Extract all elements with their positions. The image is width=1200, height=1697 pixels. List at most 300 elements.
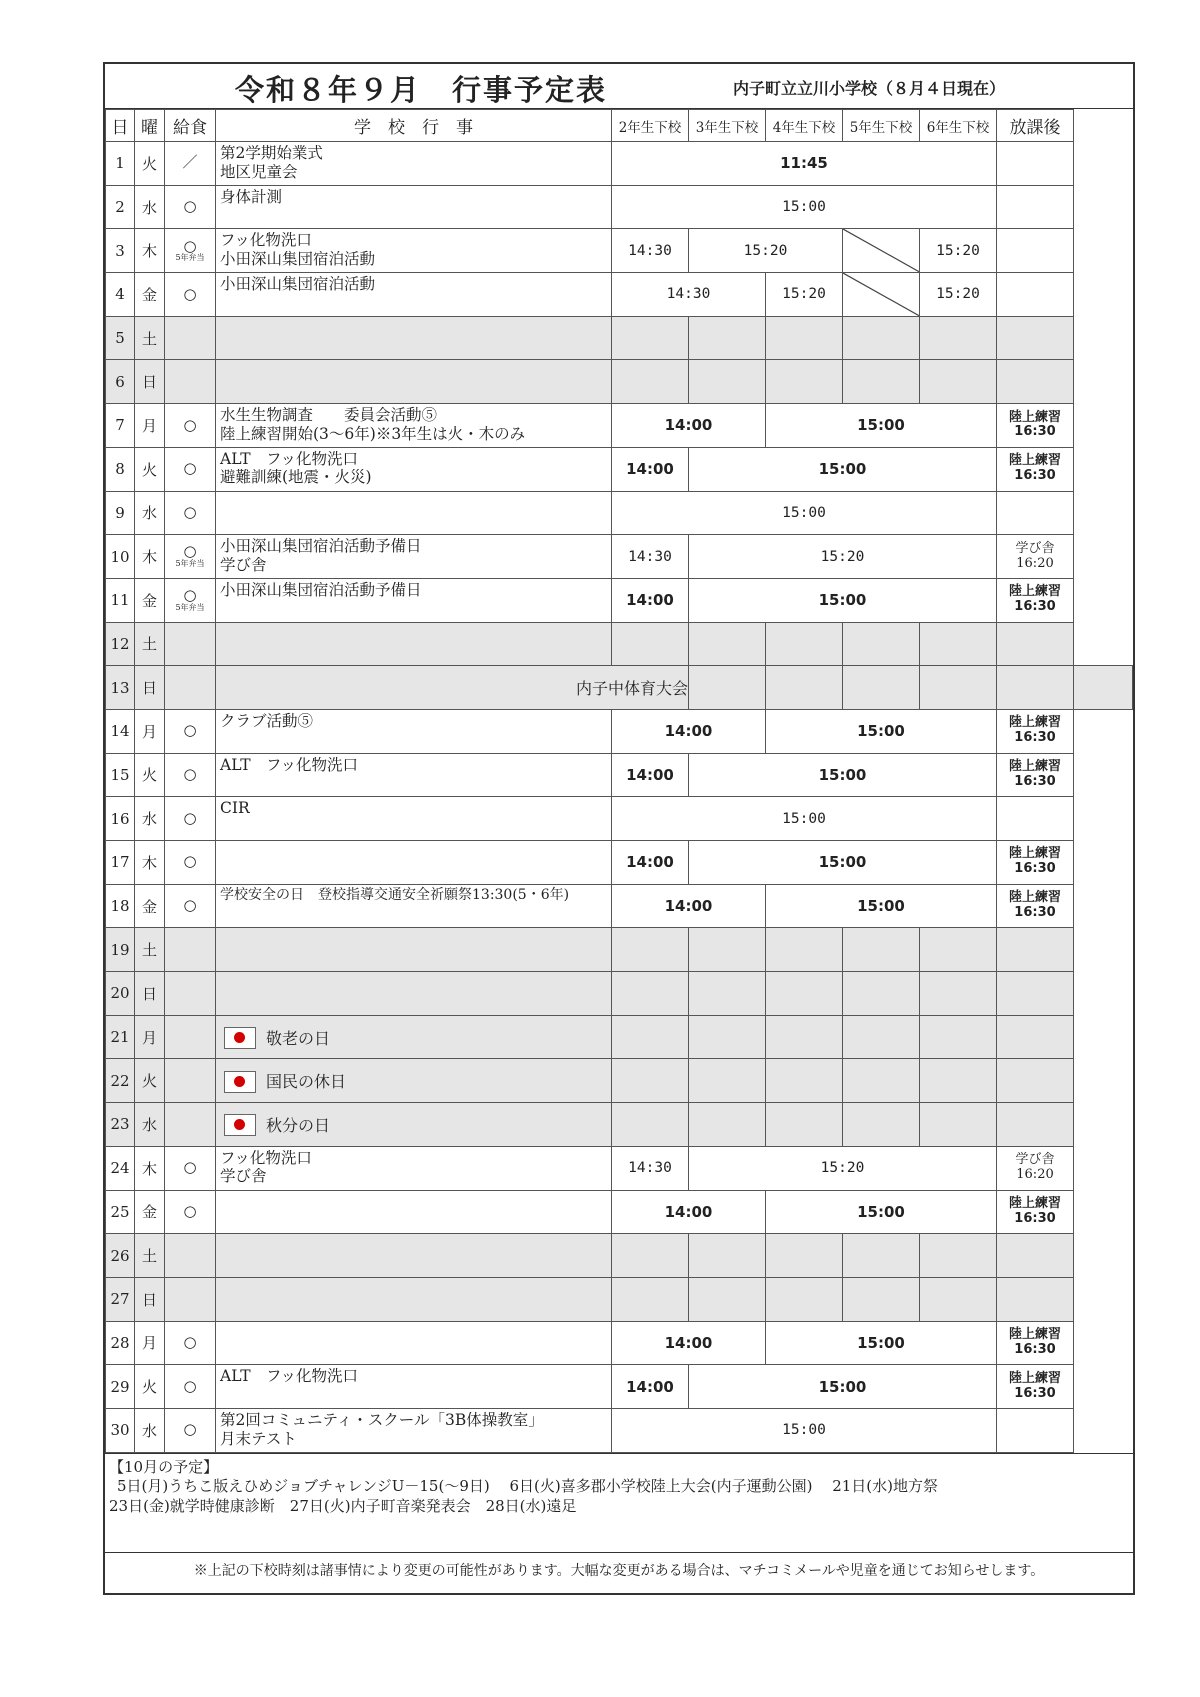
- dismissal-time: 15:20: [689, 535, 997, 579]
- header-grade6: 6年生下校: [920, 110, 997, 142]
- event-line: 小田深山集団宿泊活動: [220, 275, 376, 294]
- lunch-cell: [165, 666, 216, 710]
- day-cell: 8: [106, 447, 135, 491]
- lunch-mark: ○: [183, 1201, 197, 1220]
- grade-cell: [689, 360, 766, 404]
- school-name: 内子町立立川小学校（８月４日現在）: [733, 79, 1006, 98]
- schedule-table: [105, 109, 1133, 1453]
- event-line: ALT フッ化物洗口: [220, 755, 358, 774]
- event-line: 水生生物調査 委員会活動⑤: [220, 406, 438, 425]
- grade-cell: [843, 622, 920, 666]
- lunch-mark: ○: [183, 1420, 197, 1439]
- event-cell: [216, 928, 612, 972]
- grade-cell: [920, 1059, 997, 1103]
- day-cell: 13: [106, 666, 135, 710]
- schedule-body: [106, 142, 1133, 1453]
- after-school-time: 16:30: [1014, 905, 1056, 921]
- grade-cell: [766, 928, 843, 972]
- event-line: 学び舎: [220, 1167, 267, 1186]
- dismissal-time: 15:00: [612, 1408, 997, 1452]
- event-line: 学校安全の日 登校指導交通安全祈願祭13:30(5・6年): [220, 886, 570, 903]
- grade-cell: [766, 1277, 843, 1321]
- grade-cell: [843, 1103, 920, 1147]
- weekday-cell: 水: [135, 1408, 165, 1452]
- after-school-cell: [997, 1234, 1074, 1278]
- lunch-mark: ○: [183, 896, 197, 915]
- after-school-cell: [997, 535, 1074, 579]
- header-grade5: 5年生下校: [843, 110, 920, 142]
- table-row: [106, 142, 1133, 186]
- lunch-cell: [165, 1321, 216, 1365]
- after-school-cell: [997, 928, 1074, 972]
- day-cell: 29: [106, 1365, 135, 1409]
- dismissal-time: 15:00: [766, 404, 997, 448]
- grade-cell: [612, 928, 689, 972]
- after-school-cell: [997, 709, 1074, 753]
- grade-cell: [1074, 666, 1133, 710]
- event-cell: [216, 1365, 612, 1409]
- after-school-time: 16:20: [1016, 555, 1054, 571]
- grade-cell: [920, 928, 997, 972]
- japan-flag-icon: [224, 1114, 256, 1136]
- event-line: フッ化物洗口: [220, 231, 312, 250]
- diagonal-cell: [843, 273, 920, 317]
- grade-cell: [920, 1015, 997, 1059]
- lunch-cell: [165, 1146, 216, 1190]
- lunch-mark: ○: [183, 586, 197, 605]
- table-row: [106, 491, 1133, 535]
- day-cell: 18: [106, 884, 135, 928]
- lunch-mark: ○: [183, 765, 197, 784]
- lunch-cell: [165, 1015, 216, 1059]
- lunch-cell: [165, 1234, 216, 1278]
- title-row: [105, 64, 1133, 109]
- after-school-cell: [997, 491, 1074, 535]
- after-school-cell: [997, 1277, 1074, 1321]
- lunch-mark: ／: [182, 153, 198, 172]
- after-school-activity: 陸上練習: [1008, 1195, 1061, 1211]
- holiday-name: 国民の休日: [266, 1072, 347, 1092]
- lunch-mark: ○: [183, 459, 197, 478]
- event-line: 第2回コミュニティ・スクール「3B体操教室」: [220, 1410, 544, 1429]
- lunch-mark: ○: [183, 502, 197, 521]
- dismissal-time: 11:45: [612, 142, 997, 186]
- lunch-cell: [165, 928, 216, 972]
- weekday-cell: 金: [135, 884, 165, 928]
- table-row: [106, 1321, 1133, 1365]
- day-cell: 23: [106, 1103, 135, 1147]
- after-school-time: 16:30: [1014, 424, 1056, 440]
- weekday-cell: 木: [135, 535, 165, 579]
- after-school-cell: [997, 972, 1074, 1016]
- after-school-cell: [997, 404, 1074, 448]
- weekday-cell: 土: [135, 928, 165, 972]
- day-cell: 26: [106, 1234, 135, 1278]
- lunch-cell: [165, 1190, 216, 1234]
- event-cell: [216, 1190, 612, 1234]
- grade-cell: [920, 316, 997, 360]
- header-row: [106, 110, 1133, 142]
- table-row: [106, 1190, 1133, 1234]
- grade-cell: [843, 1277, 920, 1321]
- dismissal-time: 15:00: [766, 1321, 997, 1365]
- day-cell: 20: [106, 972, 135, 1016]
- after-school-activity: 陸上練習: [1008, 890, 1061, 906]
- after-school-cell: [997, 1059, 1074, 1103]
- dismissal-time: 15:00: [689, 753, 997, 797]
- dismissal-time: 15:20: [689, 1146, 997, 1190]
- lunch-mark: ○: [183, 1333, 197, 1352]
- day-cell: 17: [106, 841, 135, 885]
- dismissal-time: 14:30: [612, 273, 766, 317]
- after-school-cell: [997, 578, 1074, 622]
- table-row: [106, 1234, 1133, 1278]
- dismissal-time: 14:00: [612, 1365, 689, 1409]
- grade-cell: [920, 1277, 997, 1321]
- dismissal-time: 15:20: [689, 229, 843, 273]
- grade-cell: [766, 1103, 843, 1147]
- after-school-cell: [997, 1103, 1074, 1147]
- lunch-cell: [165, 316, 216, 360]
- next-month-heading: 【10月の予定】: [109, 1457, 219, 1476]
- dismissal-time: 14:00: [612, 578, 689, 622]
- after-school-time: 16:30: [1014, 730, 1056, 746]
- lunch-cell: [165, 229, 216, 273]
- event-cell: [216, 884, 612, 928]
- header-weekday: 曜: [135, 110, 165, 142]
- event-cell: [216, 491, 612, 535]
- diagonal-cell: [843, 229, 920, 273]
- weekday-cell: 日: [135, 360, 165, 404]
- grade-cell: [612, 316, 689, 360]
- day-cell: 7: [106, 404, 135, 448]
- next-month-line2: 23日(金)就学時健康診断 27日(火)内子町音楽発表会 28日(水)遠足: [109, 1496, 577, 1515]
- lunch-cell: [165, 1408, 216, 1452]
- event-cell: [216, 1277, 612, 1321]
- weekday-cell: 月: [135, 1015, 165, 1059]
- dismissal-time: 14:00: [612, 709, 766, 753]
- grade-cell: [843, 316, 920, 360]
- event-cell: [216, 797, 612, 841]
- day-cell: 24: [106, 1146, 135, 1190]
- header-lunch: 給食: [165, 110, 216, 142]
- event-cell: [216, 709, 612, 753]
- holiday-label: [220, 1071, 611, 1093]
- event-cell: [216, 142, 612, 186]
- lunch-cell: [165, 1103, 216, 1147]
- table-row: [106, 185, 1133, 229]
- after-school-time: 16:30: [1014, 861, 1056, 877]
- lunch-mark: ○: [183, 236, 197, 255]
- grade-cell: [689, 1103, 766, 1147]
- after-school-cell: [997, 1190, 1074, 1234]
- grade-cell: [612, 622, 689, 666]
- grade-cell: [920, 1234, 997, 1278]
- event-line: 避難訓練(地震・火災): [220, 468, 372, 487]
- grade-cell: [843, 666, 920, 710]
- dismissal-time: 15:00: [689, 1365, 997, 1409]
- lunch-cell: [165, 884, 216, 928]
- table-row: [106, 972, 1133, 1016]
- day-cell: 4: [106, 273, 135, 317]
- event-line: 小田深山集団宿泊活動: [220, 249, 376, 268]
- weekday-cell: 土: [135, 1234, 165, 1278]
- lunch-cell: [165, 1365, 216, 1409]
- event-cell: [216, 404, 612, 448]
- weekday-cell: 水: [135, 1103, 165, 1147]
- lunch-cell: [165, 535, 216, 579]
- event-line: 身体計測: [220, 187, 283, 206]
- dismissal-time: 14:00: [612, 1190, 766, 1234]
- table-row: [106, 1277, 1133, 1321]
- next-month-line1: 5日(月)うちこ版えひめジョブチャレンジU－15(～9日) 6日(火)喜多郡小学校陸上大会(内子運動公園) 21日(水)地方祭: [117, 1477, 939, 1496]
- holiday-label: [220, 1114, 611, 1136]
- lunch-mark: ○: [183, 197, 197, 216]
- dismissal-time: 15:00: [766, 709, 997, 753]
- weekday-cell: 日: [135, 972, 165, 1016]
- after-school-activity: 陸上練習: [1008, 1370, 1061, 1386]
- dismissal-time: 14:00: [612, 447, 689, 491]
- after-school-time: 16:30: [1014, 1385, 1056, 1401]
- page-title: 令和８年９月 行事予定表: [235, 73, 608, 107]
- header-events: 学 校 行 事: [216, 110, 612, 142]
- holiday-label: [220, 1027, 611, 1049]
- japan-flag-icon: [224, 1071, 256, 1093]
- grade-cell: [612, 1015, 689, 1059]
- table-row: [106, 1059, 1133, 1103]
- dismissal-time: 15:00: [689, 578, 997, 622]
- after-school-activity: 陸上練習: [1008, 409, 1061, 425]
- diagonal-line: [843, 273, 919, 316]
- table-row: [106, 928, 1133, 972]
- event-cell: [216, 316, 612, 360]
- grade-cell: [612, 1059, 689, 1103]
- after-school-activity: 学び舎: [1015, 540, 1055, 556]
- weekday-cell: 金: [135, 273, 165, 317]
- event-cell: [216, 578, 612, 622]
- after-school-time: 16:30: [1014, 1341, 1056, 1357]
- grade-cell: [689, 622, 766, 666]
- after-school-cell: [997, 273, 1074, 317]
- lunch-mark: ○: [183, 284, 197, 303]
- grade-cell: [920, 622, 997, 666]
- lunch-cell: [165, 1277, 216, 1321]
- lunch-cell: [165, 273, 216, 317]
- table-row: [106, 1015, 1133, 1059]
- grade-cell: [612, 360, 689, 404]
- day-cell: 21: [106, 1015, 135, 1059]
- event-cell: [216, 1015, 612, 1059]
- lunch-cell: [165, 622, 216, 666]
- event-line: 地区児童会: [220, 162, 298, 181]
- after-school-activity: 陸上練習: [1008, 584, 1061, 600]
- day-cell: 11: [106, 578, 135, 622]
- lunch-cell: [165, 797, 216, 841]
- lunch-cell: [165, 491, 216, 535]
- table-row: [106, 535, 1133, 579]
- after-school-activity: 陸上練習: [1008, 759, 1061, 775]
- grade-cell: [766, 1059, 843, 1103]
- table-row: [106, 229, 1133, 273]
- dismissal-time: 14:00: [612, 1321, 766, 1365]
- after-school-cell: [997, 360, 1074, 404]
- lunch-note: 5年弁当: [175, 602, 205, 612]
- after-school-cell: [997, 884, 1074, 928]
- event-line: フッ化物洗口: [220, 1148, 312, 1167]
- lunch-mark: ○: [183, 415, 197, 434]
- grade-cell: [766, 360, 843, 404]
- lunch-cell: [165, 972, 216, 1016]
- grade-cell: [920, 1103, 997, 1147]
- lunch-cell: [165, 447, 216, 491]
- after-school-time: 16:30: [1014, 1210, 1056, 1226]
- header-after-school: 放課後: [997, 110, 1074, 142]
- event-cell: [216, 622, 612, 666]
- table-row: [106, 797, 1133, 841]
- day-cell: 15: [106, 753, 135, 797]
- dismissal-time: 15:00: [612, 797, 997, 841]
- lunch-mark: ○: [183, 1376, 197, 1395]
- weekday-cell: 月: [135, 709, 165, 753]
- lunch-cell: [165, 709, 216, 753]
- lunch-mark: ○: [183, 542, 197, 561]
- after-school-time: 16:30: [1014, 773, 1056, 789]
- after-school-cell: [997, 316, 1074, 360]
- dismissal-time: 14:00: [612, 404, 766, 448]
- weekday-cell: 日: [135, 666, 165, 710]
- lunch-note: 5年弁当: [175, 559, 205, 569]
- japan-flag-icon: [224, 1027, 256, 1049]
- grade-cell: [843, 1059, 920, 1103]
- grade-cell: [843, 1015, 920, 1059]
- holiday-name: 秋分の日: [266, 1115, 331, 1135]
- lunch-cell: [165, 185, 216, 229]
- weekday-cell: 火: [135, 142, 165, 186]
- table-row: [106, 622, 1133, 666]
- event-cell: [216, 753, 612, 797]
- after-school-activity: 陸上練習: [1008, 715, 1061, 731]
- lunch-cell: [165, 142, 216, 186]
- weekday-cell: 火: [135, 1365, 165, 1409]
- dismissal-time: 15:20: [920, 229, 997, 273]
- day-cell: 5: [106, 316, 135, 360]
- day-cell: 25: [106, 1190, 135, 1234]
- grade-cell: [612, 972, 689, 1016]
- event-cell: [216, 1234, 612, 1278]
- weekday-cell: 月: [135, 404, 165, 448]
- event-line: 陸上練習開始(3～6年)※3年生は火・木のみ: [220, 424, 526, 443]
- after-school-cell: [997, 753, 1074, 797]
- grade-cell: [920, 666, 997, 710]
- dismissal-time: 15:00: [612, 491, 997, 535]
- grade-cell: [689, 1277, 766, 1321]
- dismissal-time: 14:00: [612, 753, 689, 797]
- event-line: クラブ活動⑤: [220, 711, 314, 730]
- day-cell: 12: [106, 622, 135, 666]
- grade-cell: [766, 972, 843, 1016]
- after-school-cell: [997, 622, 1074, 666]
- dismissal-time: 14:30: [612, 1146, 689, 1190]
- weekday-cell: 金: [135, 1190, 165, 1234]
- header-grade3: 3年生下校: [689, 110, 766, 142]
- weekday-cell: 土: [135, 622, 165, 666]
- lunch-note: 5年弁当: [175, 253, 205, 263]
- event-cell: [216, 1059, 612, 1103]
- table-row: [106, 1146, 1133, 1190]
- grade-cell: [843, 1234, 920, 1278]
- table-row: [106, 841, 1133, 885]
- after-school-time: 16:20: [1016, 1167, 1054, 1183]
- grade-cell: [689, 1234, 766, 1278]
- weekday-cell: 水: [135, 185, 165, 229]
- weekday-cell: 金: [135, 578, 165, 622]
- lunch-cell: [165, 753, 216, 797]
- day-cell: 14: [106, 709, 135, 753]
- day-cell: 16: [106, 797, 135, 841]
- lunch-mark: ○: [183, 852, 197, 871]
- weekday-cell: 火: [135, 1059, 165, 1103]
- header-grade4: 4年生下校: [766, 110, 843, 142]
- table-row: [106, 273, 1133, 317]
- grade-cell: [766, 1015, 843, 1059]
- event-cell: [216, 1103, 612, 1147]
- event-line: 第2学期始業式: [220, 144, 323, 162]
- day-cell: 27: [106, 1277, 135, 1321]
- day-cell: 30: [106, 1408, 135, 1452]
- grade-cell: [766, 666, 843, 710]
- lunch-cell: [165, 841, 216, 885]
- dismissal-time: 15:00: [766, 1190, 997, 1234]
- table-row: [106, 1408, 1133, 1452]
- day-cell: 6: [106, 360, 135, 404]
- grade-cell: [766, 1234, 843, 1278]
- after-school-cell: [997, 185, 1074, 229]
- dismissal-time: 15:20: [766, 273, 843, 317]
- table-row: [106, 447, 1133, 491]
- weekday-cell: 火: [135, 447, 165, 491]
- grade-cell: [612, 1234, 689, 1278]
- event-cell: [216, 1321, 612, 1365]
- grade-cell: [766, 316, 843, 360]
- weekday-cell: 土: [135, 316, 165, 360]
- grade-cell: [766, 622, 843, 666]
- after-school-cell: [997, 1365, 1074, 1409]
- weekday-cell: 木: [135, 1146, 165, 1190]
- schedule-document: [103, 62, 1135, 1595]
- event-line: CIR: [220, 799, 250, 818]
- table-row: [106, 666, 1133, 710]
- grade-cell: [843, 360, 920, 404]
- table-row: [106, 709, 1133, 753]
- after-school-cell: [997, 447, 1074, 491]
- event-line: ALT フッ化物洗口: [220, 1367, 358, 1386]
- table-row: [106, 404, 1133, 448]
- lunch-mark: ○: [183, 808, 197, 827]
- dismissal-time: 15:00: [612, 185, 997, 229]
- weekday-cell: 月: [135, 1321, 165, 1365]
- grade-cell: [612, 1103, 689, 1147]
- lunch-cell: [165, 360, 216, 404]
- grade-cell: [689, 972, 766, 1016]
- day-cell: 1: [106, 142, 135, 186]
- event-line: 学び舎: [220, 555, 267, 574]
- grade-cell: [612, 1277, 689, 1321]
- header-day: 日: [106, 110, 135, 142]
- event-cell: [216, 972, 612, 1016]
- dismissal-time: 15:00: [689, 841, 997, 885]
- weekday-cell: 木: [135, 229, 165, 273]
- weekday-cell: 木: [135, 841, 165, 885]
